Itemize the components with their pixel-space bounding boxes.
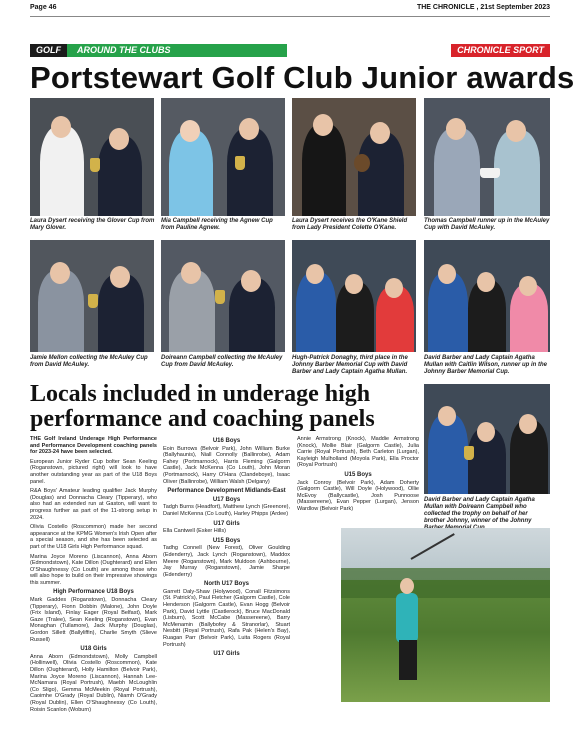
- article-paragraph: Tadgh Burns (Headfort), Matthew Lynch (Greenore), Daniel McKenna (Co Louth), Harley Phipps (Ardee): [163, 504, 290, 517]
- section-heading: U17 Girls: [213, 651, 240, 658]
- section-heading: High Performance U18 Boys: [53, 589, 134, 596]
- article-paragraph: Anna Aborn (Edmondstown), Molly Campbell (Hollinwell), Olivia Costello (Roscommon), Kate Dillon (Oughterard), Holly Hamilton (Belvoir Park), Marina Joyce Moreno (Liscannon), Hannah Lee-McNamara (Royal Portrush), Maebh McLoughlin (Co Sligo), Gemma McMeekin (Royal Portrush), Caoimhe O'Grady (Royal Dublin), Niamh O'Grady (Royal Dublin), Ellen O'Shaughnessy (Co Louth), Roisin Scanlon (Woburn): [30, 653, 157, 713]
- masthead-date: THE CHRONICLE , 21st September 2023: [416, 4, 550, 11]
- photo-barber-runnerup: [424, 240, 550, 352]
- article-paragraph: European Junior Ryder Cup bolter Sean Keeling (Roganstown, pictured right) will look to have another outstanding year as part of the U18 Boys panel.: [30, 458, 157, 485]
- section-tag: AROUND THE CLUBS: [67, 44, 287, 57]
- article-paragraph: Olivia Costello (Roscommon) made her second appearance at the KPMG Women's Irish Open after a special season, and she has been selected as part of the U18 Girls High Performance squad.: [30, 524, 157, 550]
- photo-glover-cup: [30, 98, 154, 216]
- photo-caption: Laura Dysert receiving the Glover Cup from Mary Glover.: [30, 218, 155, 231]
- photo-barber-third: [292, 240, 416, 352]
- article-paragraph: Annie Armstrong (Knock), Maddie Armstrong (Knock), Mollie Blair (Galgorm Castle), Julia Carrie (Royal Portrush), Beth Carleton (Lurgan), Kayleigh Mulholland (Moyola Park), Ella Proctor (Royal Portrush): [297, 436, 419, 469]
- photo-caption: David Barber and Lady Captain Agatha Mullan with Caitlin Wilson, runner up in the Johnny Barber Memorial Cup.: [424, 355, 547, 375]
- article-column-2: [163, 436, 290, 659]
- photo-caption: Jamie Mellon collecting the McAuley Cup from David McAuley.: [30, 355, 148, 368]
- section-heading: U16 Boys: [212, 438, 241, 444]
- section-heading: U17 Girls: [213, 520, 240, 527]
- photo-okane-shield: [292, 98, 416, 216]
- article-column-3: [297, 436, 419, 516]
- photo-caption: Thomas Campbell runner up in the McAuley Cup with David McAuley.: [424, 218, 550, 231]
- golf-tag: GOLF: [30, 44, 67, 57]
- photo-agnew-cup: [161, 98, 285, 216]
- article-paragraph: Garrett Daly-Shaw (Holywood), Conall Fitzsimons (St. Patrick's), Paul Fletcher (Galgorm Castle), Cole Henderson (Galgorm Castle), Evan Hogg (Belvoir Park), David Lyttle (Castlerock), Bruce MacDonald (Lisburn), Scott McCabe (Massereene), Barry McMenamin (Ballybofey & Stranorlar), Stuart Nesbitt (Royal Portrush), Rafa Pak (Helen's Bay), Ruagan Parr (Belvoir Park), Luita Rogers (Royal Portrush): [163, 588, 290, 648]
- article-paragraph: Marina Joyce Moreno (Liscannon), Anna Aborn (Edmondstown), Kate Dillon (Oughterard) and Ellen O'Shaughnessy (Co Louth) are among those who will also hope to build on their impressive showings this summer.: [30, 553, 157, 586]
- photo-caption: Doireann Campbell collecting the McAuley Cup from David McAuley.: [161, 355, 283, 368]
- photo-mcauley-mellon: [30, 240, 154, 352]
- article-paragraph: R&A Boys' Amateur leading qualifier Jack Murphy (Douglas) and Donnacha Cleary (Tipperary), who also had an extended run at Gaston, will want to progress further as part of the 11-strong setup in 2024.: [30, 488, 157, 521]
- section-heading: U17 Boys: [212, 496, 241, 503]
- article-column-1: [30, 436, 157, 716]
- brand-tag: CHRONICLE SPORT: [451, 44, 550, 57]
- article-paragraph: Mark Gaddes (Roganstown), Donnacha Cleary (Tipperary), Fionn Dobbin (Malone), John Doyle (Frix Island), Finlay Eager (Royal Belfast), Mark Gaze (Tralee), Sean Keeling (Roganstown), Evan Monaghan (Tullamore), Jack Murphy (Douglas), Gordon Sillett (Ballyliffin), Charlie Smyth (Slieve Russell): [30, 597, 157, 643]
- photo-caption: David Barber and Lady Captain Agatha Mullan with Doireann Campbell who collected the trophy on behalf of her brother Johnny, winner of the Johnny: [424, 497, 535, 524]
- article-paragraph: THE Golf Ireland Underage High Performance and Performance Development coaching panels for 2023-24 have been selected.: [30, 436, 157, 456]
- photo-golfer-swing: [341, 528, 550, 702]
- photo-mcauley-doireann: [161, 240, 285, 352]
- photo-caption: Laura Dysert receives the O'Kane Shield from Lady President Colette O'Kane.: [292, 218, 408, 231]
- section-heading: Performance Development Midlands-East: [167, 488, 286, 495]
- section-heading: U15 Boys: [212, 537, 241, 544]
- photo-barber-winner: [424, 384, 550, 494]
- page-header: [30, 4, 550, 17]
- article-paragraph: Jack Conroy (Belvoir Park), Adam Doherty (Galgorm Castle), Will Doyle (Holywood), Ollie McEvoy (Ballycastle), Josh Punnoose (Massereene), Evan Pepper (Lurgan), Jenson Wardlow (Belvoir Park): [297, 479, 419, 512]
- photo-mcauley-runnerup: [424, 98, 550, 216]
- section-heading: North U17 Boys: [203, 581, 249, 588]
- article-paragraph: Eoin Burrows (Belvoir Park), John William Burke (Ballyhaunis), Niall Connolly (Ballinrobe), Adam Fahey (Portmarnock), Harris Fleming (Galgorm Castle), Jack McKenna (Co Louth), John Moran (Portmarnock), Harry O'Hara (Clandeboye), Isaac Oliver (Ballinrobe), William Walsh (Delgany): [163, 445, 290, 485]
- page-title: Portstewart Golf Club Junior awards: [30, 60, 575, 95]
- article-paragraph: Ella Cantwell (Esker Hills): [163, 528, 226, 535]
- section-heading: U18 Girls: [80, 646, 107, 653]
- section-heading: U15 Boys: [344, 471, 372, 478]
- photo-caption: Hugh-Patrick Donaghy, third place in the Johnny Barber Memorial Cup with David Barber and Lady Captain Agatha Mullan.: [292, 355, 408, 375]
- article-headline: Locals included in underage high performance and coaching panels: [30, 381, 375, 432]
- section-banner: [30, 44, 550, 57]
- article-paragraph: Tadhg Connell (New Forest), Oliver Goulding (Edenderry), Jack Lynch (Roganstown), Maddox Meere (Roganstown), Mark Muldoon (Ashbourne), Jay Murray (Roganstown), Jamie Sharpe (Edenderry): [163, 545, 290, 578]
- photo-caption: Mia Campbell receiving the Agnew Cup from Pauline Agnew.: [161, 218, 273, 231]
- page-number: Page 46: [30, 4, 57, 11]
